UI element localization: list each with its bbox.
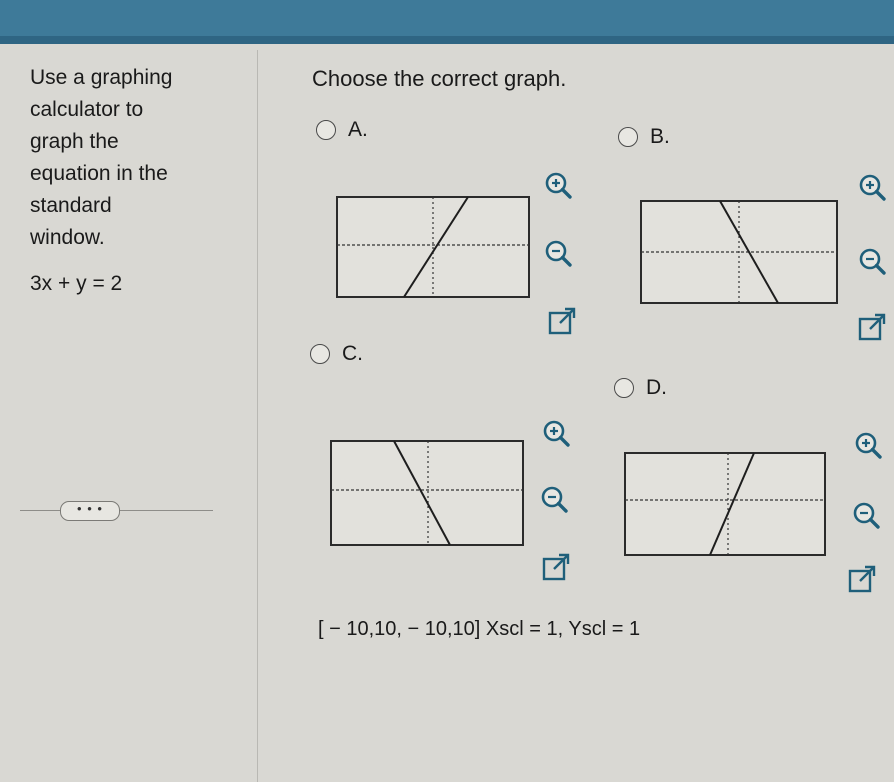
open-in-new-window-icon[interactable] — [846, 564, 878, 596]
open-in-new-window-icon[interactable] — [856, 312, 888, 344]
option-a[interactable] — [316, 118, 368, 142]
option-d[interactable] — [614, 376, 667, 400]
open-in-new-window-icon[interactable] — [546, 306, 578, 338]
instruction: Choose the correct graph. — [312, 66, 567, 91]
open-in-new-window-icon[interactable] — [540, 552, 572, 584]
option-b[interactable] — [618, 125, 670, 149]
header-bar — [0, 0, 894, 44]
divider-line-left — [20, 510, 60, 511]
graph-option-c[interactable] — [330, 440, 524, 546]
zoom-in-icon[interactable] — [542, 170, 574, 202]
option-a-label: A. — [348, 118, 368, 141]
option-c[interactable] — [310, 342, 363, 366]
radio-option-b[interactable] — [618, 127, 638, 147]
question-panel — [0, 44, 258, 782]
zoom-in-icon[interactable] — [856, 172, 888, 204]
zoom-out-icon[interactable] — [542, 238, 574, 270]
zoom-in-icon[interactable] — [852, 430, 884, 462]
radio-option-d[interactable] — [614, 378, 634, 398]
option-b-label: B. — [650, 125, 670, 148]
graph-option-d[interactable] — [624, 452, 826, 556]
panel-divider — [257, 50, 258, 782]
zoom-out-icon[interactable] — [856, 246, 888, 278]
option-c-label: C. — [342, 342, 363, 365]
window-settings-note: [ − 10,10, − 10,10] Xscl = 1, Yscl = 1 — [318, 618, 641, 640]
option-d-label: D. — [646, 376, 667, 399]
graph-option-b[interactable] — [640, 200, 838, 304]
zoom-out-icon[interactable] — [850, 500, 882, 532]
graph-option-a[interactable] — [336, 196, 530, 298]
radio-option-c[interactable] — [310, 344, 330, 364]
divider-line-right — [119, 510, 213, 511]
more-options-button[interactable]: • • • — [60, 501, 120, 521]
zoom-in-icon[interactable] — [540, 418, 572, 450]
question-prompt: Use a graphing calculator to graph the equation in the standard window. — [30, 66, 173, 249]
radio-option-a[interactable] — [316, 120, 336, 140]
equation: 3x + y = 2 — [30, 272, 123, 295]
zoom-out-icon[interactable] — [538, 484, 570, 516]
